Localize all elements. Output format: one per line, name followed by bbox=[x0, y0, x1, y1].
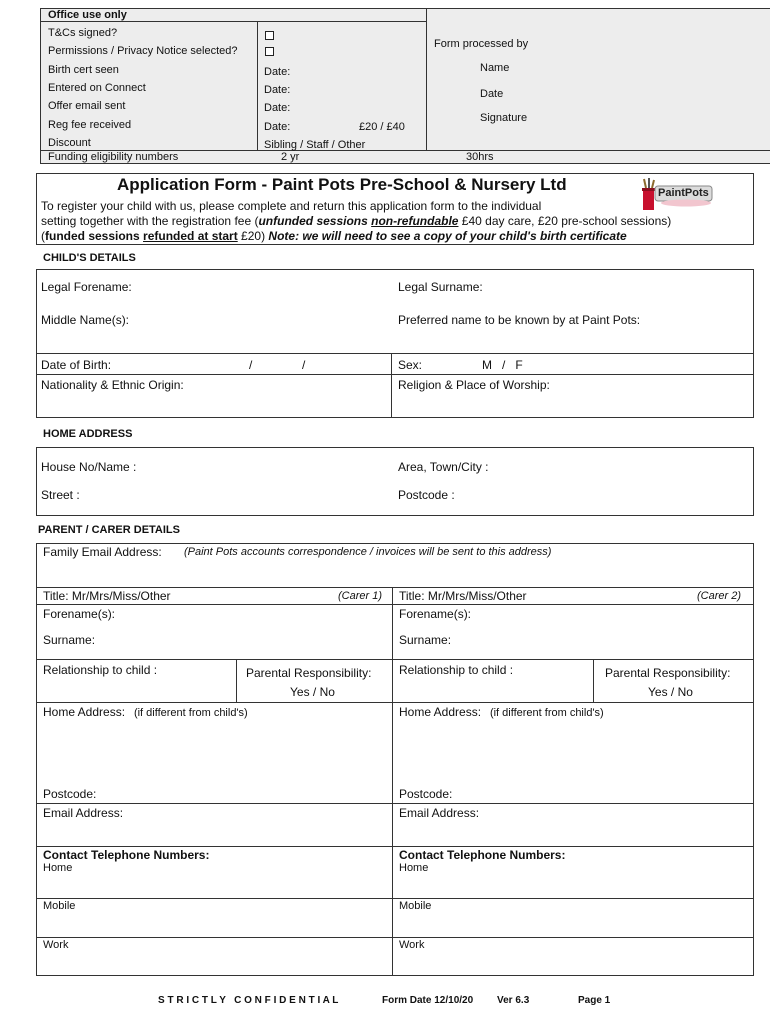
legal-forename-field[interactable]: Legal Forename: bbox=[41, 280, 132, 294]
religion-field[interactable]: Religion & Place of Worship: bbox=[398, 378, 550, 392]
office-row-discount: Discount bbox=[48, 137, 91, 149]
area-town-field[interactable]: Area, Town/City : bbox=[398, 460, 489, 474]
carer2-home-address-note: (if different from child's) bbox=[489, 707, 604, 719]
parent-carer-heading: PARENT / CARER DETAILS bbox=[38, 524, 180, 536]
form-date: Form Date 12/10/20 bbox=[382, 995, 474, 1006]
office-connect-date: Date: bbox=[264, 84, 291, 96]
carer1-home-address-note: (if different from child's) bbox=[133, 707, 248, 719]
office-use-box bbox=[40, 8, 770, 164]
postcode-field[interactable]: Postcode : bbox=[398, 488, 455, 502]
preferred-name-field[interactable]: Preferred name to be known by at Paint Pots: bbox=[398, 313, 641, 327]
nationality-field[interactable]: Nationality & Ethnic Origin: bbox=[41, 378, 184, 392]
home-address-heading: HOME ADDRESS bbox=[43, 428, 133, 440]
funding-30hrs: 30hrs bbox=[466, 151, 494, 163]
carer1-email-field[interactable]: Email Address: bbox=[43, 806, 124, 820]
page-title: Application Form - Paint Pots Pre-School & Nursery Ltd bbox=[117, 175, 567, 194]
carer1-home-address-field[interactable]: Home Address: (if different from child's) bbox=[43, 705, 248, 719]
carer2-phones-heading: Contact Telephone Numbers: bbox=[399, 848, 566, 862]
processed-name-label: Name bbox=[480, 62, 510, 74]
carer2-work-field[interactable]: Work bbox=[399, 939, 425, 951]
processed-date-label: Date bbox=[480, 88, 504, 100]
legal-surname-field[interactable]: Legal Surname: bbox=[398, 280, 483, 294]
office-row-tcs: T&Cs signed? bbox=[48, 27, 118, 39]
carer1-relationship-field[interactable]: Relationship to child : bbox=[43, 663, 158, 677]
office-row-permissions: Permissions / Privacy Notice selected? bbox=[48, 45, 238, 57]
office-row-connect: Entered on Connect bbox=[48, 82, 146, 94]
office-row-offer-email: Offer email sent bbox=[48, 100, 126, 112]
carer2-surname-field[interactable]: Surname: bbox=[399, 633, 452, 647]
carer1-label: (Carer 1) bbox=[338, 590, 383, 602]
logo-text: PaintPots bbox=[658, 187, 709, 199]
carer2-parental-responsibility: Parental Responsibility: bbox=[605, 666, 731, 680]
carer2-email-field[interactable]: Email Address: bbox=[399, 806, 480, 820]
intro-line-3: (funded sessions refunded at start £20) Note: we will need to see a copy of your child's birth certificate bbox=[41, 229, 627, 243]
office-birth-cert-date: Date: bbox=[264, 66, 291, 78]
carer2-home-address-field[interactable]: Home Address: (if different from child's) bbox=[399, 705, 604, 719]
processed-signature-label: Signature bbox=[480, 112, 528, 124]
carer2-home-phone-field[interactable]: Home bbox=[399, 862, 429, 874]
office-reg-fee-date: Date: bbox=[264, 121, 291, 133]
form-processed-by: Form processed by bbox=[434, 38, 529, 50]
office-reg-fee-amount: £20 / £40 bbox=[359, 121, 405, 133]
permissions-checkbox[interactable] bbox=[265, 47, 274, 56]
house-name-field[interactable]: House No/Name : bbox=[41, 460, 137, 474]
dob-separator-2: / bbox=[302, 358, 306, 372]
carer1-mobile-field[interactable]: Mobile bbox=[43, 900, 76, 912]
funding-eligibility-label: Funding eligibility numbers bbox=[48, 151, 179, 163]
street-field[interactable]: Street : bbox=[41, 488, 80, 502]
carer1-title-field[interactable]: Title: Mr/Mrs/Miss/Other bbox=[43, 589, 171, 603]
carer2-mobile-field[interactable]: Mobile bbox=[399, 900, 432, 912]
sex-field[interactable]: Sex: bbox=[398, 358, 423, 372]
childs-details-heading: CHILD'S DETAILS bbox=[43, 252, 136, 264]
home-address-box bbox=[36, 447, 754, 516]
carer2-title-field[interactable]: Title: Mr/Mrs/Miss/Other bbox=[399, 589, 527, 603]
middle-names-field[interactable]: Middle Name(s): bbox=[41, 313, 130, 327]
carer2-relationship-field[interactable]: Relationship to child : bbox=[399, 663, 514, 677]
parent-carer-box bbox=[36, 543, 754, 976]
office-discount-options: Sibling / Staff / Other bbox=[264, 139, 366, 151]
date-of-birth-field[interactable]: Date of Birth: bbox=[41, 358, 112, 372]
family-email-note: (Paint Pots accounts correspondence / invoices will be sent to this address) bbox=[184, 546, 552, 558]
paint-pots-logo bbox=[640, 176, 716, 212]
strictly-confidential: S T R I C T L Y C O N F I D E N T I A L bbox=[158, 995, 339, 1006]
office-row-birth-cert: Birth cert seen bbox=[48, 64, 119, 76]
carer1-yes-no[interactable]: Yes / No bbox=[290, 685, 335, 699]
carer2-yes-no[interactable]: Yes / No bbox=[648, 685, 693, 699]
carer1-surname-field[interactable]: Surname: bbox=[43, 633, 96, 647]
childs-details-box bbox=[36, 269, 754, 418]
version: Ver 6.3 bbox=[497, 995, 530, 1006]
intro-line-2: setting together with the registration fee (unfunded sessions non-refundable £40 day care, £20 pre-school sessions) bbox=[41, 214, 672, 228]
carer1-postcode-field[interactable]: Postcode: bbox=[43, 787, 97, 801]
office-row-reg-fee: Reg fee received bbox=[48, 119, 132, 131]
carer2-forenames-field[interactable]: Forename(s): bbox=[399, 607, 472, 621]
carer1-phones-heading: Contact Telephone Numbers: bbox=[43, 848, 210, 862]
office-offer-email-date: Date: bbox=[264, 102, 291, 114]
carer1-forenames-field[interactable]: Forename(s): bbox=[43, 607, 116, 621]
carer2-postcode-field[interactable]: Postcode: bbox=[399, 787, 453, 801]
carer1-home-phone-field[interactable]: Home bbox=[43, 862, 73, 874]
sex-options[interactable]: M / F bbox=[482, 358, 523, 372]
carer1-work-field[interactable]: Work bbox=[43, 939, 69, 951]
page-number: Page 1 bbox=[578, 995, 611, 1006]
intro-line-1: To register your child with us, please complete and return this application form to the individual bbox=[41, 199, 542, 213]
carer2-label: (Carer 2) bbox=[697, 590, 742, 602]
funding-2yr: 2 yr bbox=[281, 151, 300, 163]
tcs-checkbox[interactable] bbox=[265, 31, 274, 40]
office-use-title: Office use only bbox=[48, 9, 127, 21]
family-email-field[interactable]: Family Email Address: bbox=[43, 545, 162, 559]
dob-separator-1: / bbox=[249, 358, 253, 372]
carer1-parental-responsibility: Parental Responsibility: bbox=[246, 666, 372, 680]
